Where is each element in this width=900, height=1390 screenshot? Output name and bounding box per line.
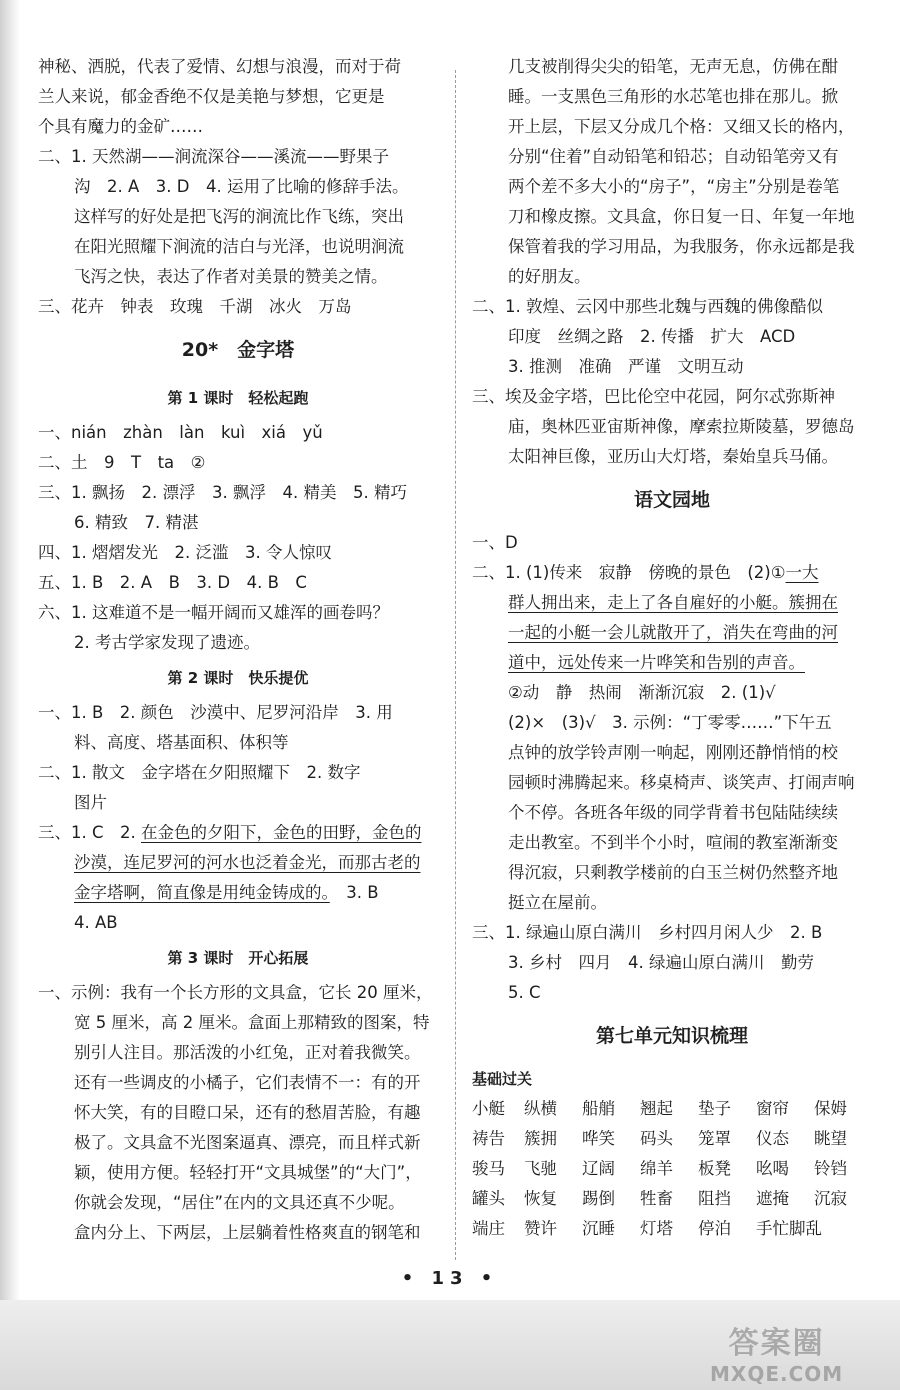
vocab-word: 灯塔 xyxy=(640,1219,673,1238)
column-divider xyxy=(455,70,456,1260)
text-line: 二、1. 散文 金字塔在夕阳照耀下 2. 数字 xyxy=(38,763,361,782)
vocab-word: 纵横 xyxy=(524,1099,557,1118)
underlined-answer: 一大 xyxy=(785,563,819,582)
text-line: 在阳光照耀下涧流的洁白与光泽，也说明涧流 xyxy=(74,237,404,256)
text-line: 3. 推测 准确 严谨 文明互动 xyxy=(508,357,744,376)
text-line: 神秘、洒脱，代表了爱情、幻想与浪漫，而对于荷 xyxy=(38,57,401,76)
text-line: 得沉寂，只剩教学楼前的白玉兰树仍然整齐地 xyxy=(508,863,838,882)
text-line: 个不停。各班各年级的同学背着书包陆陆续续 xyxy=(508,803,838,822)
vocab-word: 仪态 xyxy=(756,1129,789,1148)
text-line: 三、1. 绿遍山原白满川 乡村四月闲人少 2. B xyxy=(472,923,823,942)
answer-prefix: 三、1. C 2. xyxy=(38,823,141,842)
text-line: 六、1. 这难道不是一幅开阔而又雄浑的画卷吗？ xyxy=(38,603,389,622)
text-line: 沟 2. A 3. D 4. 运用了比喻的修辞手法。 xyxy=(74,177,409,196)
underlined-answer: 沙漠，连尼罗河的河水也泛着金光，而那古老的 xyxy=(74,853,421,872)
text-line: 还有一些调皮的小橘子，它们表情不一：有的开 xyxy=(74,1073,421,1092)
right-column xyxy=(472,52,872,1244)
vocab-word: 垫子 xyxy=(698,1099,731,1118)
page-number: • 13 • xyxy=(401,1268,499,1289)
text-line: 个具有魔力的金矿…… xyxy=(38,117,203,136)
text-line: 这样写的好处是把飞泻的涧流比作飞练，突出 xyxy=(74,207,404,226)
text-line: 二、1. 敦煌、云冈中那些北魏与西魏的佛像酷似 xyxy=(472,297,823,316)
text-line: 保管着我的学习用品，为我服务，你永远都是我 xyxy=(508,237,855,256)
text-line xyxy=(472,648,872,678)
underlined-answer: 在金色的夕阳下，金色的田野，金色的 xyxy=(141,823,422,842)
text-line: 5. C xyxy=(508,983,541,1002)
vocab-word: 铃铛 xyxy=(814,1159,847,1178)
book-spine-shadow xyxy=(0,0,20,1300)
vocab-word: 吆喝 xyxy=(756,1159,789,1178)
text-line: 太阳神巨像，亚历山大灯塔，秦始皇兵马俑。 xyxy=(508,447,838,466)
text-line: 4. AB xyxy=(74,913,118,932)
lesson-title: 20* 金字塔 xyxy=(181,339,295,361)
text-line: 点钟的放学铃声刚一响起，刚刚还静悄悄的校 xyxy=(508,743,838,762)
vocab-word: 飞驰 xyxy=(524,1159,557,1178)
vocab-word: 遮掩 xyxy=(756,1189,789,1208)
section-title: 语文园地 xyxy=(633,489,710,511)
vocab-word: 绵羊 xyxy=(640,1159,673,1178)
watermark-url: MXQE.COM xyxy=(710,1362,844,1386)
text-line xyxy=(38,818,438,848)
text-line: 盒内分上、下两层，上层躺着性格爽直的钢笔和 xyxy=(74,1223,421,1242)
text-line: 二、1. 天然湖——涧流深谷——溪流——野果子 xyxy=(38,147,389,166)
text-line: 两个差不多大小的“房子”，“房主”分别是卷笔 xyxy=(508,177,840,196)
text-line: 一、nián zhàn làn kuì xiá yǔ xyxy=(38,423,323,442)
vocab-word: 赞许 xyxy=(524,1219,557,1238)
vocab-word: 牲畜 xyxy=(640,1189,673,1208)
text-line: 园顿时沸腾起来。移桌椅声、谈笑声、打闹声响 xyxy=(508,773,855,792)
vocab-word: 端庄 xyxy=(472,1219,505,1238)
text-line: 几支被削得尖尖的铅笔，无声无息，仿佛在酣 xyxy=(508,57,838,76)
text-line: 挺立在屋前。 xyxy=(508,893,607,912)
text-line: ②动 静 热闹 渐渐沉寂 2. (1)√ xyxy=(508,683,776,702)
vocab-word: 眺望 xyxy=(814,1129,847,1148)
text-line: 走出教室。不到半个小时，喧闹的教室渐渐变 xyxy=(508,833,838,852)
underlined-answer: 道中，远处传来一片哗笑和告别的声音。 xyxy=(508,653,805,672)
text-line: 四、1. 熠熠发光 2. 泛滥 3. 令人惊叹 xyxy=(38,543,332,562)
vocab-word: 哗笑 xyxy=(582,1129,615,1148)
text-line xyxy=(38,848,438,878)
text-line: 一、D xyxy=(472,533,518,552)
underlined-answer: 一起的小艇一会儿就散开了，消失在弯曲的河 xyxy=(508,623,838,642)
text-line: 一、1. B 2. 颜色 沙漠中、尼罗河沿岸 3. 用 xyxy=(38,703,393,722)
text-line: 睡。一支黑色三角形的水芯笔也排在那儿。掀 xyxy=(508,87,838,106)
text-line: 宽 5 厘米，高 2 厘米。盒面上那精致的图案，特 xyxy=(74,1013,430,1032)
vocab-word: 恢复 xyxy=(524,1189,557,1208)
basics-label: 基础过关 xyxy=(472,1070,533,1088)
text-line: 别引人注目。那活泼的小红兔，正对着我微笑。 xyxy=(74,1043,421,1062)
text-line: 你就会发现，“居住”在内的文具还真不少呢。 xyxy=(74,1193,405,1212)
lesson-section-heading: 第 1 课时 轻松起跑 xyxy=(167,389,309,407)
underlined-answer: 群人拥出来，走上了各自雇好的小艇。簇拥在 xyxy=(508,593,838,612)
vocab-word: 窗帘 xyxy=(756,1099,789,1118)
text-line: 2. 考古学家发现了遗迹。 xyxy=(74,633,260,652)
text-line: 6. 精致 7. 精湛 xyxy=(74,513,199,532)
vocab-word: 骏马 xyxy=(472,1159,505,1178)
text-line: 料、高度、塔基面积、体积等 xyxy=(74,733,289,752)
text-line: 三、花卉 钟表 玫瑰 千湖 冰火 万岛 xyxy=(38,297,352,316)
underlined-answer: 金字塔啊，简直像是用纯金铸成的。 xyxy=(74,883,330,902)
text-line: 庙，奥林匹亚宙斯神像，摩索拉斯陵墓，罗德岛 xyxy=(508,417,855,436)
unit-summary-title: 第七单元知识梳理 xyxy=(595,1025,748,1047)
vocab-word: 保姆 xyxy=(814,1099,847,1118)
text-line: 颖，使用方便。轻轻打开“文具城堡”的“大门”， xyxy=(74,1163,422,1182)
answer-prefix: 二、1. (1)传来 寂静 傍晚的景色 (2)① xyxy=(472,563,786,582)
text-line: 一、示例：我有一个长方形的文具盒，它长 20 厘米， xyxy=(38,983,433,1002)
vocab-word: 踢倒 xyxy=(582,1189,615,1208)
answer-suffix: 3. B xyxy=(329,883,379,902)
text-line: 图片 xyxy=(74,793,107,812)
text-line xyxy=(472,588,872,618)
text-line xyxy=(472,618,872,648)
vocab-word: 簇拥 xyxy=(524,1129,557,1148)
text-line: 二、土 9 T ta ② xyxy=(38,453,206,472)
vocab-word: 船艄 xyxy=(582,1099,615,1118)
text-line: 3. 乡村 四月 4. 绿遍山原白满川 勤劳 xyxy=(508,953,814,972)
text-line: 飞泻之快，表达了作者对美景的赞美之情。 xyxy=(74,267,388,286)
vocab-word: 板凳 xyxy=(698,1159,731,1178)
vocab-word: 沉寂 xyxy=(814,1189,847,1208)
text-line: 的好朋友。 xyxy=(508,267,591,286)
text-line: 兰人来说，郁金香绝不仅是美艳与梦想，它更是 xyxy=(38,87,385,106)
text-line: 分别“住着”自动铅笔和铅芯；自动铅笔旁又有 xyxy=(508,147,839,166)
watermark-text: 答案圈 xyxy=(728,1326,825,1361)
text-line: 开上层，下层又分成几个格：又细又长的格内， xyxy=(508,117,855,136)
lesson-section-heading: 第 2 课时 快乐提优 xyxy=(167,669,309,687)
vocab-word: 辽阔 xyxy=(582,1159,615,1178)
vocab-word: 翘起 xyxy=(640,1099,673,1118)
vocab-word: 祷告 xyxy=(472,1129,505,1148)
vocab-word: 阻挡 xyxy=(698,1189,731,1208)
watermark-logo xyxy=(710,1318,843,1386)
vocab-word: 停泊 xyxy=(698,1219,731,1238)
vocab-word: 笼罩 xyxy=(698,1129,731,1148)
vocabulary-grid xyxy=(472,1094,872,1244)
left-column xyxy=(38,52,438,1248)
text-line: 三、1. 飘扬 2. 漂浮 3. 飘浮 4. 精美 5. 精巧 xyxy=(38,483,407,502)
text-line: 印度 丝绸之路 2. 传播 扩大 ACD xyxy=(508,327,796,346)
text-line: (2)× (3)√ 3. 示例：“丁零零……”下午五 xyxy=(508,713,832,732)
text-line: 五、1. B 2. A B 3. D 4. B C xyxy=(38,573,307,592)
text-line: 极了。文具盒不光图案逼真、漂亮，而且样式新 xyxy=(74,1133,421,1152)
text-line: 刀和橡皮擦。文具盒，你日复一日、年复一年地 xyxy=(508,207,855,226)
text-line: 三、埃及金字塔，巴比伦空中花园，阿尔忒弥斯神 xyxy=(472,387,835,406)
vocab-word: 小艇 xyxy=(472,1099,505,1118)
vocab-word: 手忙脚乱 xyxy=(756,1219,822,1238)
vocab-word: 码头 xyxy=(640,1129,673,1148)
text-line xyxy=(38,878,438,908)
text-line: 怀大笑，有的目瞪口呆，还有的愁眉苦脸，有趣 xyxy=(74,1103,421,1122)
lesson-section-heading: 第 3 课时 开心拓展 xyxy=(167,949,309,967)
text-line xyxy=(472,558,872,588)
vocab-word: 罐头 xyxy=(472,1189,505,1208)
vocab-word: 沉睡 xyxy=(582,1219,615,1238)
